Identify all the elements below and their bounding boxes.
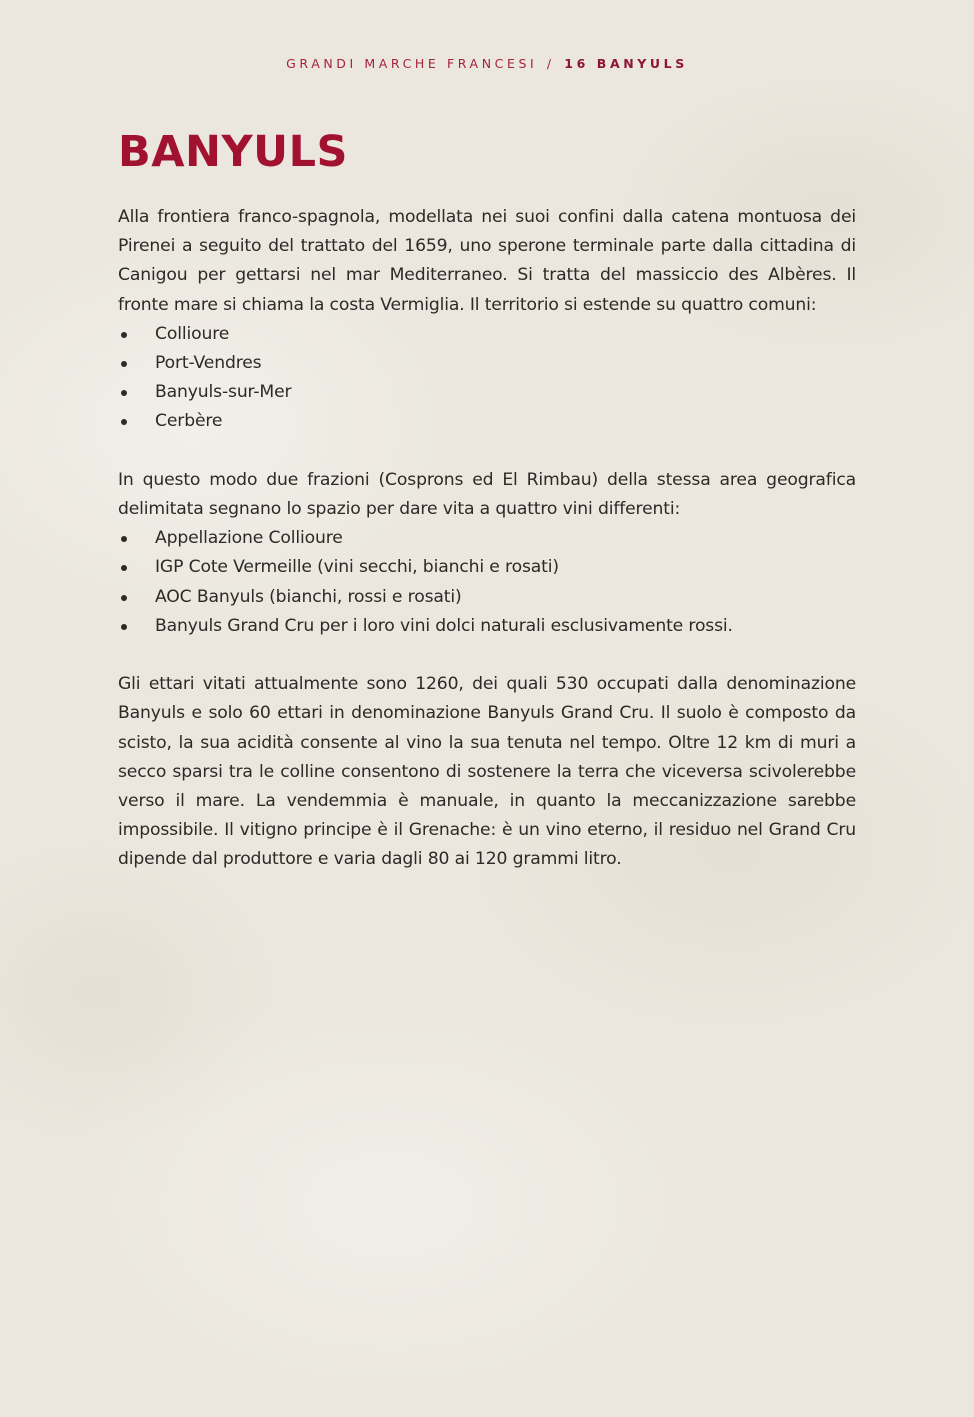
bullet-icon <box>121 536 127 542</box>
list-vini <box>118 524 856 641</box>
list-item <box>118 583 856 612</box>
paragraph-intro: Alla frontiera franco-spagnola, modellata nei suoi confini dalla catena montuosa dei Pirenei a seguito del trattato del 1659, uno sperone terminale parte dalla cittadina di Canigou per gettarsi nel mar Mediterraneo. Si tratta del massiccio des Albères. Il fronte mare si chiama la costa Vermiglia. Il territorio si estende su quattro comuni: <box>118 207 856 315</box>
list-item <box>118 378 856 407</box>
list-item-text: Banyuls Grand Cru per i loro vini dolci naturali esclusivamente rossi. <box>155 615 733 636</box>
bullet-icon <box>121 332 127 338</box>
page-title: BANYULS <box>118 127 348 177</box>
list-item-text: Appellazione Collioure <box>155 528 343 549</box>
list-item-text: Port-Vendres <box>155 353 262 374</box>
bullet-icon <box>121 565 127 571</box>
paragraph-frazioni: In questo modo due frazioni (Cosprons ed El Rimbau) della stessa area geografica delimitata segnano lo spazio per dare vita a quattro vini differenti: <box>118 469 856 520</box>
paragraph-ettari: Gli ettari vitati attualmente sono 1260, dei quali 530 occupati dalla denominazione Banyuls e solo 60 ettari in denominazione Banyuls Grand Cru. Il suolo è composto da scisto, la sua acidità consente al vino la sua tenuta nel tempo. Oltre 12 km di muri a secco sparsi tra le colline consentono di sostenere la terra che viceversa scivolerebbe verso il mare. La vendemmia è manuale, in quanto la meccanizzazione sarebbe impossibile. Il vitigno principe è il Grenache: è un vino eterno, il residuo nel Grand Cru dipende dal produttore e varia dagli 80 ai 120 grammi litro. <box>118 674 856 870</box>
list-comuni <box>118 320 856 437</box>
list-item <box>118 524 856 553</box>
list-item-text: IGP Cote Vermeille (vini secchi, bianchi e rosati) <box>155 557 559 578</box>
running-header <box>0 56 974 71</box>
list-item <box>118 320 856 349</box>
bullet-icon <box>121 390 127 396</box>
list-item-text: AOC Banyuls (bianchi, rossi e rosati) <box>155 586 462 607</box>
list-item-text: Collioure <box>155 323 230 344</box>
paragraph-spacer <box>118 437 856 466</box>
list-item <box>118 612 856 641</box>
list-item <box>118 349 856 378</box>
list-item-text: Banyuls-sur-Mer <box>155 382 292 403</box>
bullet-icon <box>121 624 127 630</box>
bullet-icon <box>121 595 127 601</box>
article-body <box>118 203 856 875</box>
list-item <box>118 553 856 582</box>
header-section: GRANDI MARCHE FRANCESI <box>286 56 538 71</box>
list-item <box>118 407 856 436</box>
header-chapter: 16 BANYULS <box>564 56 688 71</box>
bullet-icon <box>121 419 127 425</box>
bullet-icon <box>121 361 127 367</box>
list-item-text: Cerbère <box>155 411 223 432</box>
header-separator: / <box>546 56 555 71</box>
paragraph-spacer <box>118 641 856 670</box>
